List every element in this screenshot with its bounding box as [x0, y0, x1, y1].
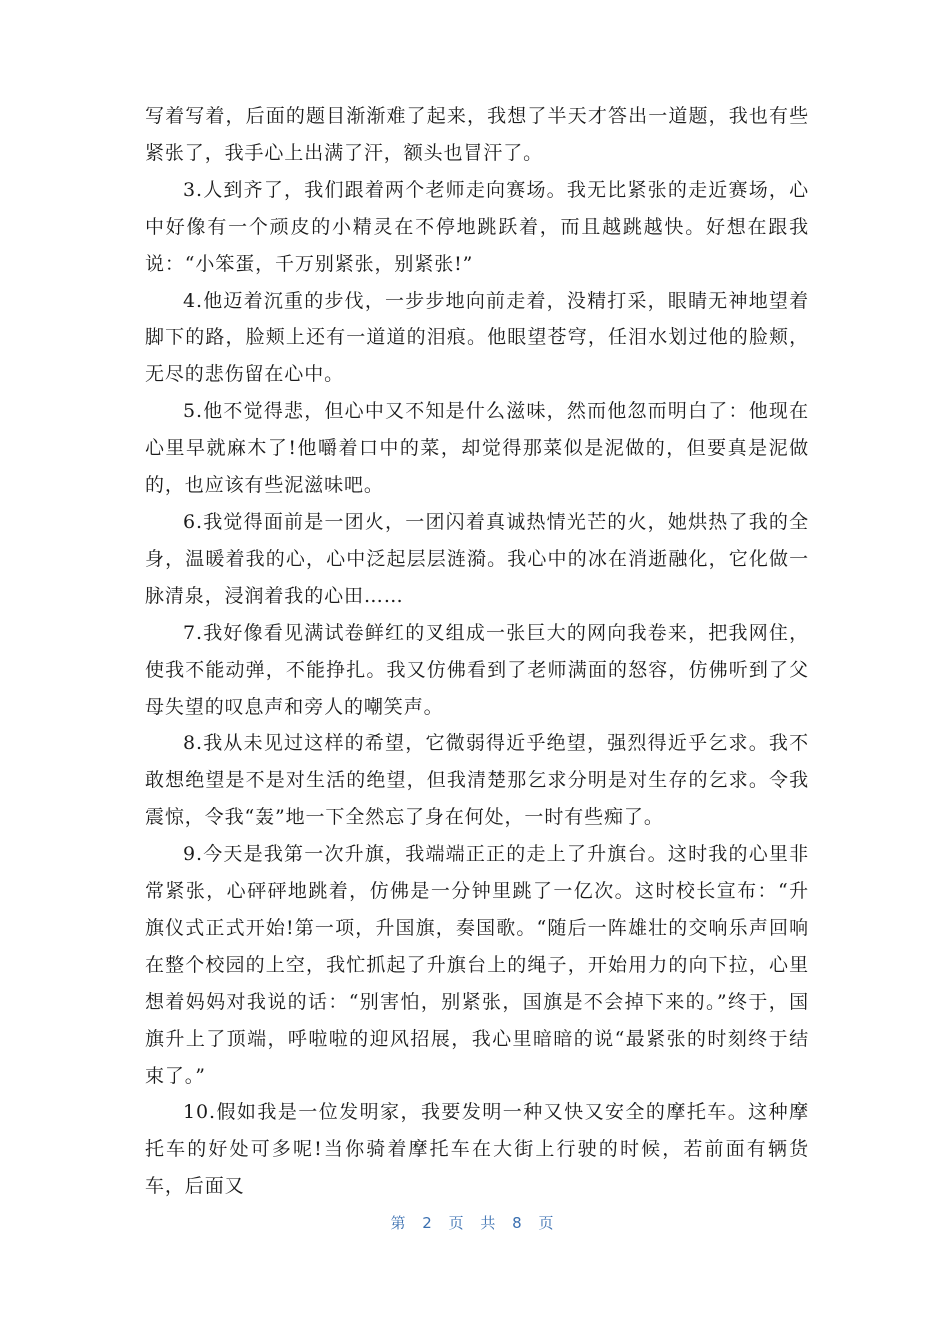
paragraph-item-10: 10.假如我是一位发明家，我要发明一种又快又安全的摩托车。这种摩托车的好处可多呢!当你骑着摩托车在大街上行驶的时候，若前面有辆货车，后面又 — [145, 1101, 809, 1198]
paragraph-item-6: 6.我觉得面前是一团火，一团闪着真诚热情光芒的火，她烘热了我的全身，温暖着我的心，心中泛起层层涟漪。我心中的冰在消逝融化，它化做一脉清泉，浸润着我的心田…… — [145, 510, 809, 607]
paragraph-item-7: 7.我好像看见满试卷鲜红的叉组成一张巨大的网向我卷来，把我网住，使我不能动弹，不能挣扎。我又仿佛看到了老师满面的怒容，仿佛听到了父母失望的叹息声和旁人的嘲笑声。 — [145, 621, 809, 718]
paragraph-continued: 写着写着，后面的题目渐渐难了起来，我想了半天才答出一道题，我也有些紧张了，我手心上出满了汗，额头也冒汗了。 — [145, 105, 809, 164]
paragraph-item-8: 8.我从未见过这样的希望，它微弱得近乎绝望，强烈得近乎乞求。我不敢想绝望是不是对生活的绝望，但我清楚那乞求分明是对生存的乞求。令我震惊，令我“轰”地一下全然忘了身在何处，一时有些痴了。 — [145, 732, 809, 829]
document-body — [145, 98, 809, 1205]
page-number-footer: 第 2 页 共 8 页 — [390, 1214, 560, 1232]
paragraph-item-4: 4.他迈着沉重的步伐，一步步地向前走着，没精打采，眼睛无神地望着脚下的路，脸颊上还有一道道的泪痕。他眼望苍穹，任泪水划过他的脸颊，无尽的悲伤留在心中。 — [145, 289, 809, 386]
paragraph-item-3: 3.人到齐了，我们跟着两个老师走向赛场。我无比紧张的走近赛场，心中好像有一个顽皮的小精灵在不停地跳跃着，而且越跳越快。好想在跟我说：“小笨蛋，千万别紧张，别紧张!” — [145, 178, 809, 275]
paragraph-item-5: 5.他不觉得悲，但心中又不知是什么滋味，然而他忽而明白了：他现在心里早就麻木了!他嚼着口中的菜，却觉得那菜似是泥做的，但要真是泥做的，也应该有些泥滋味吧。 — [145, 400, 809, 497]
paragraph-item-9: 9.今天是我第一次升旗，我端端正正的走上了升旗台。这时我的心里非常紧张，心砰砰地跳着，仿佛是一分钟里跳了一亿次。这时校长宣布：“升旗仪式正式开始!第一项，升国旗，奏国歌。“随后一阵雄壮的交响乐声回响在整个校园的上空，我忙抓起了升旗台上的绳子，开始用力的向下拉，心里想着妈妈对我说的话：“别害怕，别紧张，国旗是不会掉下来的。”终于，国旗升上了顶端，呼啦啦的迎风招展，我心里暗暗的说“最紧张的时刻终于结束了。” — [145, 843, 809, 1087]
